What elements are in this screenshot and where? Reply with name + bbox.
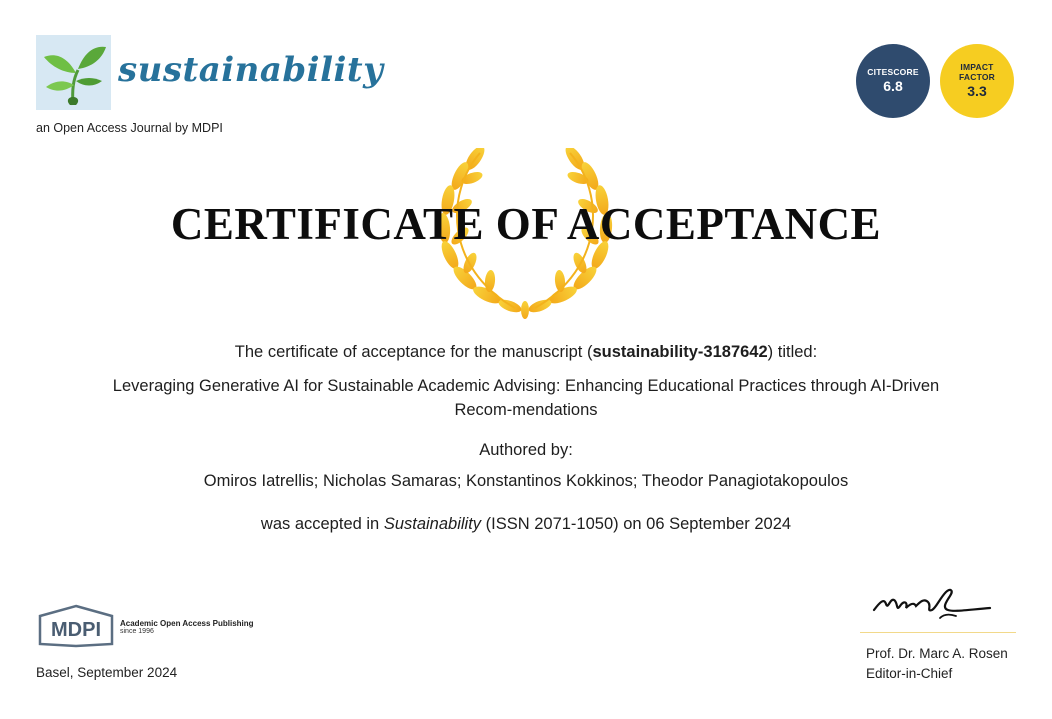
mdpi-since: since 1996 bbox=[120, 628, 154, 635]
certificate-title: CERTIFICATE OF ACCEPTANCE bbox=[170, 199, 882, 249]
place-date: Basel, September 2024 bbox=[36, 665, 178, 680]
impact-label-line1: IMPACT bbox=[960, 62, 994, 72]
authors-list: Omiros Iatrellis; Nicholas Samaras; Konstantinos Kokkinos; Theodor Panagiotakopoulos bbox=[203, 472, 849, 490]
accepted-journal: Sustainability bbox=[383, 515, 482, 533]
citescore-label: CITESCORE bbox=[867, 67, 919, 77]
manuscript-id: sustainability-3187642 bbox=[592, 343, 768, 361]
editor-signature bbox=[870, 580, 1000, 628]
impact-factor-badge bbox=[940, 44, 1014, 118]
editor-name: Prof. Dr. Marc A. Rosen bbox=[866, 646, 1008, 661]
intro-before: The certificate of acceptance for the manuscript ( bbox=[234, 343, 593, 361]
journal-logo bbox=[36, 35, 111, 110]
editor-block bbox=[866, 644, 1008, 684]
citescore-badge bbox=[856, 44, 930, 118]
mdpi-logo-text: MDPI bbox=[51, 619, 101, 641]
paper-title: Leveraging Generative AI for Sustainable Academic Advising: Enhancing Educational Practices through AI-Driven Recom-mendations bbox=[112, 377, 940, 419]
accepted-after: (ISSN 2071-1050) on 06 September 2024 bbox=[481, 515, 792, 533]
impact-label-line2: FACTOR bbox=[959, 72, 995, 82]
authored-by-label: Authored by: bbox=[479, 441, 573, 459]
acceptance-line bbox=[0, 515, 1052, 534]
journal-name: sustainability bbox=[118, 50, 384, 90]
accepted-before: was accepted in bbox=[260, 515, 384, 533]
mdpi-logo bbox=[36, 604, 116, 648]
signature-line bbox=[860, 632, 1016, 633]
mdpi-tagline-text: Academic Open Access Publishing bbox=[120, 619, 254, 628]
citescore-value: 6.8 bbox=[883, 78, 903, 94]
intro-line bbox=[0, 343, 1052, 362]
editor-role: Editor-in-Chief bbox=[866, 666, 953, 681]
intro-after: ) titled: bbox=[767, 343, 818, 361]
mdpi-tagline bbox=[120, 619, 254, 635]
leaf-sprout-icon bbox=[36, 35, 111, 110]
journal-subtitle: an Open Access Journal by MDPI bbox=[36, 121, 223, 135]
impact-value: 3.3 bbox=[967, 83, 987, 99]
